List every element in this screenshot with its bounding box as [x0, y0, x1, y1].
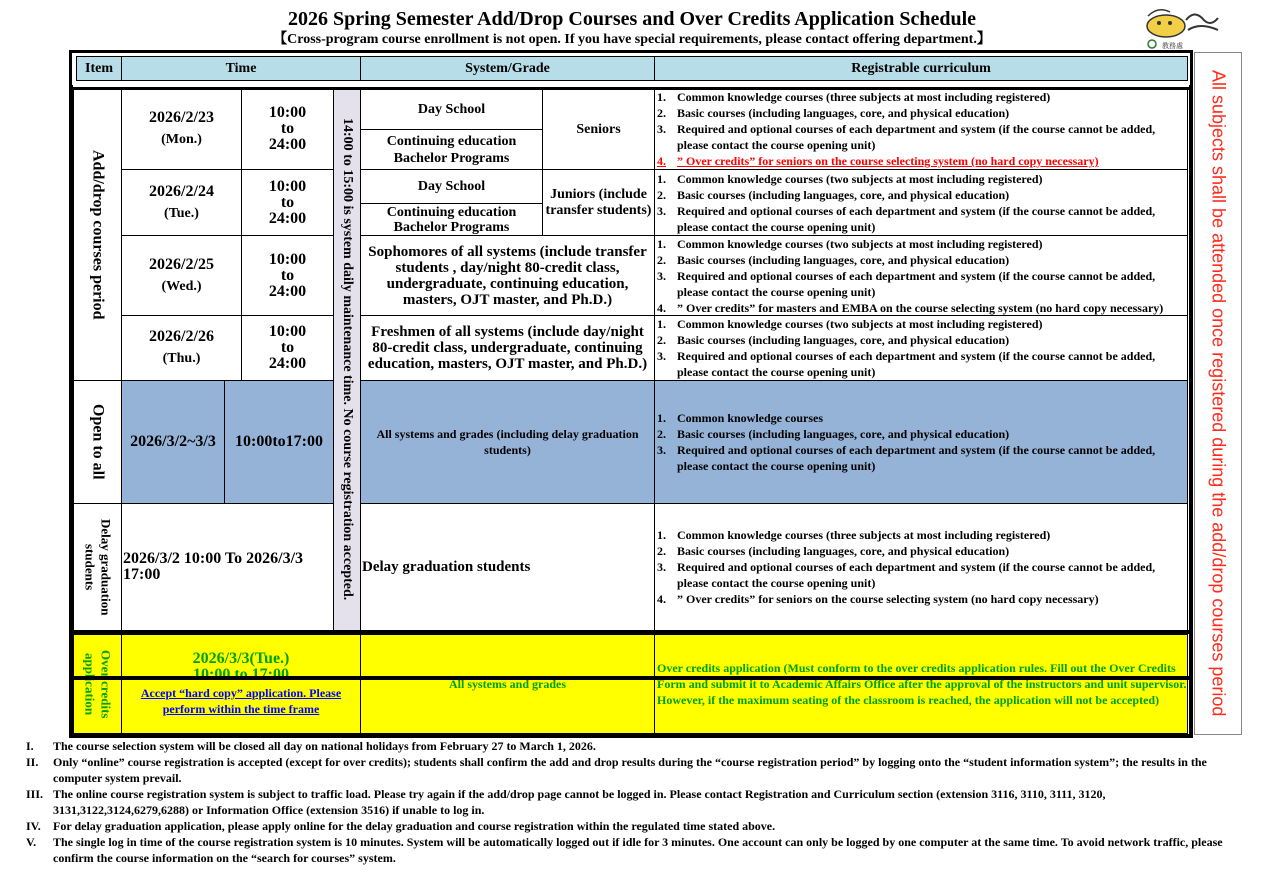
day1-grade: Seniors: [542, 88, 655, 170]
over-credits-frame: [69, 630, 1193, 738]
item-add-drop-period: Add/drop courses period: [73, 88, 122, 381]
open-curriculum: 1. Common knowledge courses 2. Basic courses (including languages, core, and physical education) 3. Required and optional courses of each department and system (if the course cannot be added, please contact the course opening unit): [654, 380, 1188, 504]
schedule-frame: [69, 85, 1193, 680]
note-item: III. The online course registration system is subject to traffic load. Please try again if the add/drop page cannot be logged in. Please contact Registration and Curriculum section (extension 3116, 3110, 3111, 3120, 3131,3122,3124,6279,6288) or Information Office (extension 3516) if unable to log in.: [26, 787, 1106, 817]
day3-date: 2026/2/25 (Wed.): [121, 235, 242, 316]
day2-grade: Juniors (include transfer students): [542, 169, 655, 236]
day1-over-credits-note: 4. ” Over credits” for seniors on the course selecting system (no hard copy necessary): [657, 154, 1099, 168]
day2-time: 10:00 to 24:00: [241, 169, 334, 236]
day2-curriculum: 1. Common knowledge courses (two subjects at most including registered) 2. Basic courses (including languages, core, and physical education) 3. Required and optional courses of each department and system (if the course cannot be added, please contact the course opening unit): [654, 169, 1188, 236]
day2-date: 2026/2/24 (Tue.): [121, 169, 242, 236]
open-date: 2026/3/2~3/3: [121, 380, 225, 504]
delay-time: 2026/3/2 10:00 To 2026/3/3 17:00: [121, 503, 334, 631]
page-title: 2026 Spring Semester Add/Drop Courses and Over Credits Application Schedule: [287, 8, 977, 30]
delay-curriculum: 1. Common knowledge courses (three subjects at most including registered) 2. Basic courses (including languages, core, and physical education) 3. Required and optional courses of each department and system (if the course cannot be added, please contact the course opening unit) 4. ” Over credits” for seniors on the course selecting system (no hard copy necessary): [654, 503, 1188, 631]
day4-curriculum: 1. Common knowledge courses (two subjects at most including registered) 2. Basic courses (including languages, core, and physical education) 3. Required and optional courses of each department and system (if the course cannot be added, please contact the course opening unit): [654, 315, 1188, 381]
day4-system: Freshmen of all systems (include day/night 80-credit class, undergraduate, continuing education, masters, OJT master, and Ph.D.): [360, 315, 655, 381]
day3-system: Sophomores of all systems (include transfer students , day/night 80-credit class, undergraduate, continuing education, masters, OJT master, and Ph.D.): [360, 235, 655, 316]
day4-time: 10:00 to 24:00: [241, 315, 334, 381]
over-credits-time: 2026/3/3(Tue.) 10:00 to 17:00 Accept “hard copy” application. Please perform within the time frame: [121, 634, 361, 734]
note-item: I. The course selection system will be closed all day on national holidays from February 27 to March 1, 2026.: [26, 739, 596, 753]
note-item: II. Only “online” course registration is accepted (except for over credits); students shall confirm the add and drop results during the “course registration period” by logging onto the “student information system”; the results in the computer system prevail.: [26, 755, 1207, 785]
day1-system-day: Day School: [360, 88, 543, 130]
day3-curriculum: 1. Common knowledge courses (two subjects at most including registered) 2. Basic courses (including languages, core, and physical education) 3. Required and optional courses of each department and system (if the course cannot be added, please contact the course opening unit) 4. ” Over credits” for masters and EMBA on the course selecting system (no hard copy necessary): [654, 235, 1188, 316]
note-item: IV. For delay graduation application, please apply online for the delay graduation and course registration within the regulated time stated above.: [26, 819, 776, 833]
item-delay-graduation: Delay graduation students: [73, 503, 122, 631]
day1-curriculum: 1. Common knowledge courses (three subjects at most including registered) 2. Basic courses (including languages, core, and physical education) 3. Required and optional courses of each department and system (if the course cannot be added, please contact the course opening unit) 4. ” Over credits” for seniors on the course selecting system (no hard copy necessary): [654, 88, 1188, 170]
item-over-credits: Over credits application: [73, 634, 122, 734]
hard-copy-link[interactable]: Accept “hard copy” application. Please perform within the time frame: [140, 686, 342, 716]
day1-date: 2026/2/23 (Mon.): [121, 88, 242, 170]
side-note: [1194, 52, 1242, 735]
day3-time: 10:00 to 24:00: [241, 235, 334, 316]
day1-system-continuing: Continuing education Bachelor Programs: [360, 129, 543, 170]
item-open-to-all: Open to all: [73, 380, 122, 504]
notes: [26, 738, 1236, 866]
academic-affairs-logo-icon: [1144, 4, 1222, 50]
column-header-item: Item: [76, 56, 122, 81]
over-credits-description: Over credits application (Must conform to the over credits application rules. Fill out the Over Credits Form and submit it to Academic Affairs Office after the approval of the instructors and unit supervisor. However, if the maximum seating of the classroom is reached, the application will not be accepted): [654, 634, 1188, 734]
day2-system-day: Day School: [360, 169, 543, 204]
open-system: All systems and grades (including delay graduation students): [360, 380, 655, 504]
column-header-curriculum: Registrable curriculum: [654, 56, 1188, 81]
side-note-text: All subjects shall be attended once registered during the add/drop courses period: [1208, 70, 1229, 717]
day4-date: 2026/2/26 (Thu.): [121, 315, 242, 381]
page-subtitle: 【Cross-program course enrollment is not open. If you have special requirements, please contact offering department.】: [273, 32, 991, 47]
delay-system: Delay graduation students: [360, 503, 655, 631]
note-item: V. The single log in time of the course registration system is 10 minutes. System will be automatically logged out if idle for 3 minutes. One account can only be logged by one computer at the same time. To avoid network traffic, please confirm the course information on the “search for courses” system.: [26, 835, 1223, 865]
schedule-table: [69, 50, 1193, 738]
logo-text: 教務處: [1162, 42, 1183, 50]
day2-system-continuing: Continuing education Bachelor Programs: [360, 203, 543, 236]
maintenance-note: 14:00 to 15:00 is system daily maintenance time. No course registration accepted.: [333, 88, 361, 631]
header-frame: [69, 50, 1193, 90]
over-credits-system: All systems and grades: [360, 634, 655, 734]
column-header-time: Time: [121, 56, 361, 81]
column-header-system: System/Grade: [360, 56, 655, 81]
day1-time: 10:00 to 24:00: [241, 88, 334, 170]
open-time: 10:00to17:00: [224, 380, 334, 504]
